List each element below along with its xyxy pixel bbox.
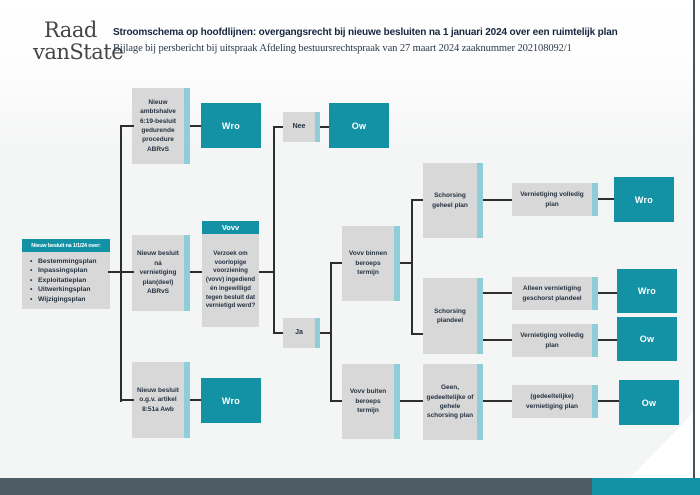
list-item <box>30 276 106 285</box>
connector <box>273 332 283 334</box>
node-schorsing-plandeel: Schorsing plandeel <box>423 278 483 354</box>
connector <box>598 198 614 200</box>
node-vernietiging-volledig-plan-1: Vernietiging volledig plan <box>512 183 598 216</box>
connector <box>120 399 134 401</box>
start-node-header: Nieuw besluit na 1/1/24 over: <box>22 239 110 252</box>
node-nee: Nee <box>283 112 320 142</box>
connector <box>273 126 275 334</box>
start-node <box>22 239 110 309</box>
vovv-question-header: Vovv <box>202 221 259 234</box>
node-nieuw-besluit-na-vernietiging: Nieuw besluit ná vernietiging plan(deel) ABRvS <box>132 235 190 311</box>
connector <box>330 262 342 264</box>
logo-line-2: vanState <box>33 40 124 64</box>
node-schorsing-geheel-plan: Schorsing geheel plan <box>423 163 483 238</box>
connector <box>330 400 342 402</box>
list-item-label: Exploitatieplan <box>38 276 87 284</box>
node-vovv-binnen-beroepstermijn: Vovv binnen beroeps termijn <box>342 226 400 301</box>
connector <box>120 125 122 402</box>
list-item <box>30 295 106 304</box>
connector <box>598 339 617 341</box>
list-item-label: Uitwerkingsplan <box>38 286 91 294</box>
connector <box>190 399 201 401</box>
connector <box>190 271 202 273</box>
connector <box>483 199 512 201</box>
connector <box>320 126 329 128</box>
start-node-list <box>22 252 110 309</box>
vovv-question-body: Verzoek om voorlopige voorziening (vovv) ingediend én ingewilligd tegen besluit dat vernietigd werd? <box>202 234 259 327</box>
bullet-icon: • <box>30 286 33 294</box>
result-wro-4: Wro <box>617 269 677 313</box>
connector <box>190 125 201 127</box>
list-item <box>30 257 106 266</box>
connector <box>598 400 619 402</box>
bullet-icon: • <box>30 295 33 303</box>
connector <box>330 262 332 402</box>
connector <box>483 400 512 402</box>
list-item-label: Bestemmingsplan <box>38 258 97 265</box>
node-vovv-buiten-beroepstermijn: Vovv buiten beroeps termijn <box>342 364 400 439</box>
connector <box>483 292 512 294</box>
list-item <box>30 285 106 294</box>
result-ow-2: Ow <box>617 317 677 361</box>
node-geen-gedeeltelijke-gehele-schorsing: Geen, gedeeltelijke of gehele schorsing plan <box>423 364 483 440</box>
result-wro-1: Wro <box>201 103 261 148</box>
node-gedeeltelijke-vernietiging-plan: (gedeeltelijke) vernietiging plan <box>512 385 598 418</box>
bullet-icon: • <box>30 276 33 284</box>
node-nieuw-besluit-artikel-851a: Nieuw besluit o.g.v. artikel 8:51a Awb <box>132 362 190 438</box>
connector <box>483 339 512 341</box>
page-subtitle: Bijlage bij persbericht bij uitspraak Afdeling bestuursrechtspraak van 27 maart 2024 zaaknummer 202108092/1 <box>113 43 572 54</box>
connector <box>598 292 617 294</box>
connector <box>411 333 423 335</box>
result-wro-3: Wro <box>614 177 674 222</box>
footer-band-teal <box>592 478 700 495</box>
result-ow-1: Ow <box>329 103 389 148</box>
connector <box>400 400 423 402</box>
node-ja: Ja <box>283 318 320 348</box>
list-item-label: Wijzigingsplan <box>38 295 86 303</box>
connector <box>120 125 134 127</box>
connector <box>411 199 423 201</box>
list-item <box>30 266 106 275</box>
footer-band-slate <box>0 478 592 495</box>
node-alleen-vernietiging-geschorst-plandeel: Alleen vernietiging geschorst plandeel <box>512 277 598 310</box>
connector <box>411 199 413 335</box>
result-wro-2: Wro <box>201 378 261 423</box>
node-vovv-question <box>202 221 259 327</box>
bullet-icon: • <box>30 267 33 275</box>
node-nieuw-ambtshalve-619-besluit: Nieuw ambtshalve 6:19-besluit gedurende procedure ABRvS <box>132 88 190 164</box>
bullet-icon: • <box>30 258 33 265</box>
result-ow-3: Ow <box>619 380 679 425</box>
connector <box>273 126 283 128</box>
header-titles <box>113 27 658 54</box>
page-title: Stroomschema op hoofdlijnen: overgangsrecht bij nieuwe besluiten na 1 januari 2024 over een ruimtelijk plan <box>113 27 618 38</box>
list-item-label: Inpassingsplan <box>38 267 88 275</box>
logo-line-1: Raad <box>44 18 97 42</box>
node-vernietiging-volledig-plan-2: Vernietiging volledig plan <box>512 324 598 357</box>
right-edge-margin <box>695 0 700 478</box>
raad-van-state-logo <box>33 20 123 63</box>
